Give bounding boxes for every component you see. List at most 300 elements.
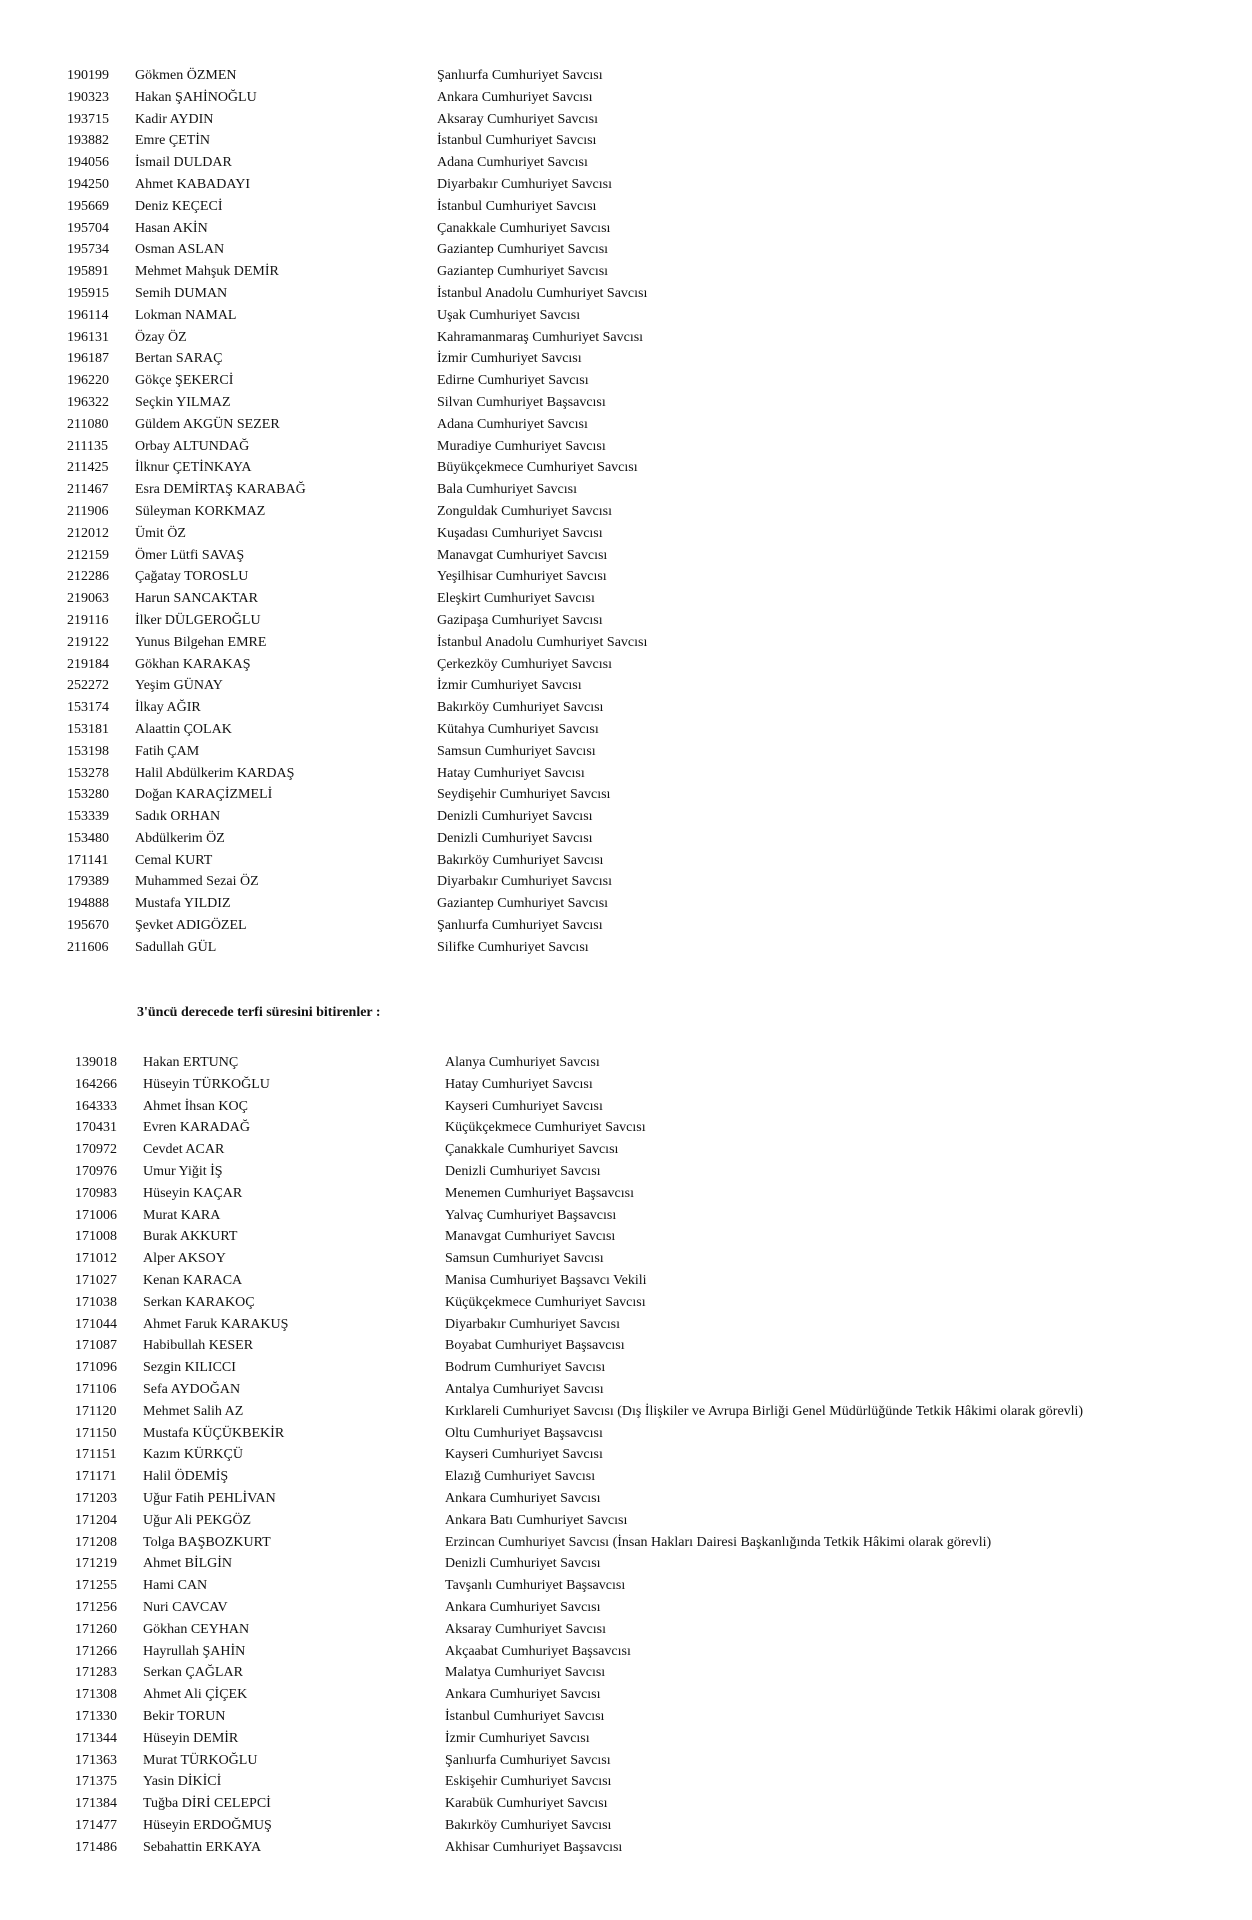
- personnel-id: 171384: [75, 1796, 117, 1812]
- list-item: [75, 1161, 1235, 1183]
- position-title: İstanbul Cumhuriyet Savcısı: [445, 1708, 605, 1724]
- person-name: İlker DÜLGEROĞLU: [135, 612, 261, 628]
- person-name: Doğan KARAÇİZMELİ: [135, 787, 273, 803]
- list-item: [75, 1423, 1235, 1445]
- person-name: Gökhan CEYHAN: [143, 1621, 250, 1637]
- position-title: Silifke Cumhuriyet Savcısı: [437, 939, 589, 955]
- position-title: Denizli Cumhuriyet Savcısı: [437, 830, 593, 846]
- position-title: Boyabat Cumhuriyet Başsavcısı: [445, 1338, 625, 1354]
- personnel-id: 153278: [67, 765, 109, 781]
- position-title: Diyarbakır Cumhuriyet Savcısı: [437, 874, 612, 890]
- list-item: [67, 501, 1227, 523]
- list-item: [67, 283, 1227, 305]
- personnel-id: 170983: [75, 1185, 117, 1201]
- position-title: Erzincan Cumhuriyet Savcısı (İnsan Hakları Dairesi Başkanlığında Tetkik Hâkimi olarak görevli): [445, 1534, 992, 1550]
- position-title: Hatay Cumhuriyet Savcısı: [445, 1076, 593, 1092]
- list-item: [67, 828, 1227, 850]
- personnel-id: 196131: [67, 329, 109, 345]
- position-title: İzmir Cumhuriyet Savcısı: [445, 1730, 590, 1746]
- position-title: Kütahya Cumhuriyet Savcısı: [437, 721, 599, 737]
- person-name: Ahmet BİLGİN: [143, 1556, 233, 1572]
- list-item: [75, 1117, 1235, 1139]
- position-title: Aksaray Cumhuriyet Savcısı: [445, 1621, 606, 1637]
- position-title: Kuşadası Cumhuriyet Savcısı: [437, 525, 603, 541]
- list-item: [67, 741, 1227, 763]
- personnel-id: 211906: [67, 503, 109, 519]
- personnel-id: 193715: [67, 111, 109, 127]
- person-name: Hüseyin DEMİR: [143, 1730, 239, 1746]
- list-item: [67, 654, 1227, 676]
- personnel-id: 171096: [75, 1360, 117, 1376]
- person-name: Mehmet Salih AZ: [143, 1403, 244, 1419]
- person-name: Bertan SARAÇ: [135, 351, 223, 367]
- person-name: Tuğba DİRİ CELEPCİ: [143, 1796, 271, 1812]
- list-item: [67, 414, 1227, 436]
- person-name: Umur Yiğit İŞ: [143, 1163, 223, 1179]
- person-name: Ümit ÖZ: [135, 525, 186, 541]
- list-item: [75, 1379, 1235, 1401]
- personnel-id: 171330: [75, 1708, 117, 1724]
- person-name: Uğur Ali PEKGÖZ: [143, 1512, 252, 1528]
- person-name: Ahmet KABADAYI: [135, 176, 250, 192]
- position-title: Aksaray Cumhuriyet Savcısı: [437, 111, 598, 127]
- list-item: [75, 1488, 1235, 1510]
- personnel-id: 171027: [75, 1272, 117, 1288]
- personnel-id: 170972: [75, 1142, 117, 1158]
- person-name: Mustafa KÜÇÜKBEKİR: [143, 1425, 285, 1441]
- list-item: [67, 675, 1227, 697]
- person-name: Lokman NAMAL: [135, 307, 237, 323]
- personnel-id: 171203: [75, 1490, 117, 1506]
- list-item: [75, 1357, 1235, 1379]
- position-title: Silvan Cumhuriyet Başsavcısı: [437, 394, 606, 410]
- personnel-id: 212012: [67, 525, 109, 541]
- position-title: Denizli Cumhuriyet Savcısı: [445, 1556, 601, 1572]
- person-name: Murat KARA: [143, 1207, 221, 1223]
- person-name: Muhammed Sezai ÖZ: [135, 874, 259, 890]
- position-title: Samsun Cumhuriyet Savcısı: [437, 743, 596, 759]
- personnel-id: 195670: [67, 918, 109, 934]
- personnel-id: 171141: [67, 852, 109, 868]
- person-name: Gökmen ÖZMEN: [135, 68, 237, 83]
- position-title: Ankara Cumhuriyet Savcısı: [445, 1490, 601, 1506]
- personnel-id: 171038: [75, 1294, 117, 1310]
- person-name: Mehmet Mahşuk DEMİR: [135, 264, 279, 280]
- person-name: Ömer Lütfi SAVAŞ: [135, 547, 245, 563]
- list-item: [75, 1771, 1235, 1793]
- person-name: Yunus Bilgehan EMRE: [135, 634, 267, 650]
- position-title: Kahramanmaraş Cumhuriyet Savcısı: [437, 329, 644, 345]
- position-title: Yeşilhisar Cumhuriyet Savcısı: [437, 569, 607, 585]
- list-item: [75, 1706, 1235, 1728]
- personnel-id: 219184: [67, 656, 109, 672]
- list-item: [75, 1183, 1235, 1205]
- position-title: Bakırköy Cumhuriyet Savcısı: [437, 700, 604, 716]
- personnel-id: 196220: [67, 373, 109, 389]
- list-item: [75, 1750, 1235, 1772]
- person-name: Alaattin ÇOLAK: [135, 721, 232, 737]
- list-item: [75, 1641, 1235, 1663]
- list-item: [67, 784, 1227, 806]
- position-title: Bakırköy Cumhuriyet Savcısı: [437, 852, 604, 868]
- position-title: Gaziantep Cumhuriyet Savcısı: [437, 264, 609, 280]
- person-name: Yasin DİKİCİ: [143, 1774, 222, 1790]
- person-name: Serkan ÇAĞLAR: [143, 1665, 243, 1681]
- personnel-id: 219122: [67, 634, 109, 650]
- list-item: [67, 545, 1227, 567]
- person-name: Fatih ÇAM: [135, 743, 200, 759]
- person-name: Halil Abdülkerim KARDAŞ: [135, 765, 295, 781]
- personnel-id: 195891: [67, 264, 109, 280]
- list-item: [67, 218, 1227, 240]
- personnel-id: 211080: [67, 416, 109, 432]
- person-name: Seçkin YILMAZ: [135, 394, 231, 410]
- list-item: [67, 261, 1227, 283]
- person-name: İsmail DULDAR: [135, 155, 232, 171]
- position-title: Uşak Cumhuriyet Savcısı: [437, 307, 581, 323]
- person-name: Murat TÜRKOĞLU: [143, 1752, 258, 1768]
- position-title: Çanakkale Cumhuriyet Savcısı: [437, 220, 611, 236]
- person-name: Burak AKKURT: [143, 1229, 238, 1245]
- position-title: Bakırköy Cumhuriyet Savcısı: [445, 1817, 612, 1833]
- personnel-id: 211425: [67, 460, 109, 476]
- position-title: Zonguldak Cumhuriyet Savcısı: [437, 503, 612, 519]
- person-name: Hayrullah ŞAHİN: [143, 1643, 246, 1659]
- personnel-id: 171087: [75, 1338, 117, 1354]
- person-name: Kadir AYDIN: [135, 111, 214, 127]
- person-name: Gökçe ŞEKERCİ: [135, 373, 234, 389]
- list-item: [75, 1314, 1235, 1336]
- personnel-id: 153339: [67, 809, 109, 825]
- person-name: Serkan KARAKOÇ: [143, 1294, 255, 1310]
- person-name: Cevdet ACAR: [143, 1142, 225, 1158]
- list-item: [75, 1052, 1235, 1074]
- position-title: İstanbul Cumhuriyet Savcısı: [437, 198, 597, 214]
- position-title: İstanbul Anadolu Cumhuriyet Savcısı: [437, 634, 648, 650]
- personnel-id: 171106: [75, 1381, 117, 1397]
- list-item: [67, 632, 1227, 654]
- position-title: Küçükçekmece Cumhuriyet Savcısı: [445, 1294, 646, 1310]
- list-item: [67, 152, 1227, 174]
- list-item: [67, 327, 1227, 349]
- position-title: Hatay Cumhuriyet Savcısı: [437, 765, 585, 781]
- list-item: [67, 174, 1227, 196]
- position-title: Küçükçekmece Cumhuriyet Savcısı: [445, 1120, 646, 1136]
- personnel-id: 153198: [67, 743, 109, 759]
- personnel-id: 171219: [75, 1556, 117, 1572]
- personnel-id: 195704: [67, 220, 109, 236]
- person-name: Ahmet İhsan KOÇ: [143, 1098, 248, 1114]
- list-item: [75, 1444, 1235, 1466]
- list-item: [75, 1815, 1235, 1837]
- position-title: Akçaabat Cumhuriyet Başsavcısı: [445, 1643, 631, 1659]
- personnel-id: 171006: [75, 1207, 117, 1223]
- personnel-id: 196114: [67, 307, 109, 323]
- personnel-id: 195734: [67, 242, 109, 258]
- list-item: [75, 1074, 1235, 1096]
- person-name: Habibullah KESER: [143, 1338, 254, 1354]
- person-name: Süleyman KORKMAZ: [135, 503, 266, 519]
- person-name: Ahmet Ali ÇİÇEK: [143, 1687, 248, 1703]
- personnel-id: 171283: [75, 1665, 117, 1681]
- personnel-id: 153174: [67, 700, 109, 716]
- list-item: [75, 1575, 1235, 1597]
- personnel-id: 171255: [75, 1578, 117, 1594]
- position-title: Antalya Cumhuriyet Savcısı: [445, 1381, 604, 1397]
- position-title: Manisa Cumhuriyet Başsavcı Vekili: [445, 1272, 647, 1288]
- personnel-id: 219063: [67, 591, 109, 607]
- personnel-id: 194250: [67, 176, 109, 192]
- personnel-id: 194888: [67, 896, 109, 912]
- personnel-id: 211606: [67, 939, 109, 955]
- person-name: Şevket ADIGÖZEL: [135, 918, 247, 934]
- list-item: [67, 305, 1227, 327]
- list-item: [67, 588, 1227, 610]
- position-title: Ankara Cumhuriyet Savcısı: [445, 1687, 601, 1703]
- list-item: [75, 1662, 1235, 1684]
- position-title: Ankara Cumhuriyet Savcısı: [437, 89, 593, 105]
- list-item: [75, 1248, 1235, 1270]
- person-name: Hami CAN: [143, 1578, 208, 1594]
- personnel-id: 190199: [67, 68, 109, 83]
- person-name: İlknur ÇETİNKAYA: [135, 460, 252, 476]
- personnel-id: 171363: [75, 1752, 117, 1768]
- position-title: İstanbul Anadolu Cumhuriyet Savcısı: [437, 285, 648, 301]
- position-title: İstanbul Cumhuriyet Savcısı: [437, 133, 597, 149]
- person-name: Yeşim GÜNAY: [135, 678, 223, 694]
- list-item: [67, 763, 1227, 785]
- position-title: Şanlıurfa Cumhuriyet Savcısı: [437, 918, 603, 934]
- personnel-id: 171044: [75, 1316, 117, 1332]
- prosecutor-list-1: [67, 65, 1227, 959]
- personnel-id: 179389: [67, 874, 109, 890]
- list-item: [67, 937, 1227, 959]
- person-name: Hakan ŞAHİNOĞLU: [135, 89, 257, 105]
- list-item: [75, 1292, 1235, 1314]
- person-name: Deniz KEÇECİ: [135, 198, 223, 214]
- personnel-id: 139018: [75, 1055, 117, 1070]
- list-item: [75, 1532, 1235, 1554]
- list-item: [67, 697, 1227, 719]
- position-title: Çanakkale Cumhuriyet Savcısı: [445, 1142, 619, 1158]
- list-item: [75, 1837, 1235, 1859]
- person-name: Evren KARADAĞ: [143, 1120, 250, 1136]
- personnel-id: 164266: [75, 1076, 117, 1092]
- person-name: Esra DEMİRTAŞ KARABAĞ: [135, 482, 306, 498]
- personnel-id: 171208: [75, 1534, 117, 1550]
- list-item: [75, 1466, 1235, 1488]
- position-title: Kayseri Cumhuriyet Savcısı: [445, 1447, 603, 1463]
- position-title: Gaziantep Cumhuriyet Savcısı: [437, 896, 609, 912]
- personnel-id: 171375: [75, 1774, 117, 1790]
- personnel-id: 171204: [75, 1512, 117, 1528]
- list-item: [67, 523, 1227, 545]
- list-item: [67, 610, 1227, 632]
- list-item: [67, 436, 1227, 458]
- person-name: Sebahattin ERKAYA: [143, 1839, 262, 1855]
- section-heading-3rd-degree: 3'üncü derecede terfi süresini bitirenler :: [137, 1005, 381, 1020]
- list-item: [75, 1619, 1235, 1641]
- list-item: [67, 850, 1227, 872]
- person-name: Sefa AYDOĞAN: [143, 1381, 241, 1397]
- list-item: [67, 719, 1227, 741]
- position-title: Ankara Batı Cumhuriyet Savcısı: [445, 1512, 628, 1528]
- person-name: Gökhan KARAKAŞ: [135, 656, 251, 672]
- list-item: [75, 1226, 1235, 1248]
- person-name: Orbay ALTUNDAĞ: [135, 438, 250, 454]
- personnel-id: 153480: [67, 830, 109, 846]
- person-name: Alper AKSOY: [143, 1251, 226, 1267]
- position-title: Karabük Cumhuriyet Savcısı: [445, 1796, 608, 1812]
- list-item: [67, 130, 1227, 152]
- personnel-id: 164333: [75, 1098, 117, 1114]
- list-item: [75, 1270, 1235, 1292]
- person-name: Harun SANCAKTAR: [135, 591, 258, 607]
- list-item: [75, 1597, 1235, 1619]
- person-name: Kenan KARACA: [143, 1272, 243, 1288]
- list-item: [67, 479, 1227, 501]
- personnel-id: 211135: [67, 438, 108, 454]
- position-title: Eskişehir Cumhuriyet Savcısı: [445, 1774, 612, 1790]
- position-title: Eleşkirt Cumhuriyet Savcısı: [437, 591, 595, 607]
- person-name: Sadullah GÜL: [135, 939, 217, 955]
- position-title: Menemen Cumhuriyet Başsavcısı: [445, 1185, 634, 1201]
- person-name: Cemal KURT: [135, 852, 213, 868]
- position-title: Kayseri Cumhuriyet Savcısı: [445, 1098, 603, 1114]
- position-title: Bodrum Cumhuriyet Savcısı: [445, 1360, 606, 1376]
- position-title: Adana Cumhuriyet Savcısı: [437, 155, 588, 171]
- person-name: Hüseyin ERDOĞMUŞ: [143, 1817, 272, 1833]
- prosecutor-list-2: [75, 1052, 1235, 1858]
- person-name: Hasan AKİN: [135, 220, 208, 236]
- person-name: Hüseyin TÜRKOĞLU: [143, 1076, 270, 1092]
- position-title: Büyükçekmece Cumhuriyet Savcısı: [437, 460, 638, 476]
- personnel-id: 171171: [75, 1469, 117, 1485]
- position-title: Akhisar Cumhuriyet Başsavcısı: [445, 1839, 623, 1855]
- personnel-id: 190323: [67, 89, 109, 105]
- person-name: Hüseyin KAÇAR: [143, 1185, 243, 1201]
- person-name: Abdülkerim ÖZ: [135, 830, 225, 846]
- list-item: [67, 566, 1227, 588]
- person-name: Güldem AKGÜN SEZER: [135, 416, 280, 432]
- personnel-id: 196187: [67, 351, 109, 367]
- person-name: Halil ÖDEMİŞ: [143, 1469, 229, 1485]
- person-name: Ahmet Faruk KARAKUŞ: [143, 1316, 289, 1332]
- position-title: Malatya Cumhuriyet Savcısı: [445, 1665, 606, 1681]
- position-title: Çerkezköy Cumhuriyet Savcısı: [437, 656, 612, 672]
- position-title: Elazığ Cumhuriyet Savcısı: [445, 1469, 596, 1485]
- personnel-id: 170431: [75, 1120, 117, 1136]
- person-name: Sezgin KILICCI: [143, 1360, 236, 1376]
- list-item: [75, 1684, 1235, 1706]
- list-item: [67, 239, 1227, 261]
- person-name: Bekir TORUN: [143, 1708, 226, 1724]
- personnel-id: 252272: [67, 678, 109, 694]
- personnel-id: 195915: [67, 285, 109, 301]
- list-item: [75, 1793, 1235, 1815]
- person-name: Mustafa YILDIZ: [135, 896, 231, 912]
- person-name: Hakan ERTUNÇ: [143, 1055, 239, 1070]
- position-title: Diyarbakır Cumhuriyet Savcısı: [437, 176, 612, 192]
- person-name: Nuri CAVCAV: [143, 1599, 228, 1615]
- personnel-id: 171008: [75, 1229, 117, 1245]
- person-name: Emre ÇETİN: [135, 133, 211, 149]
- personnel-id: 171308: [75, 1687, 117, 1703]
- position-title: İzmir Cumhuriyet Savcısı: [437, 678, 582, 694]
- position-title: Tavşanlı Cumhuriyet Başsavcısı: [445, 1578, 626, 1594]
- list-item: [67, 109, 1227, 131]
- personnel-id: 171477: [75, 1817, 117, 1833]
- list-item: [75, 1510, 1235, 1532]
- person-name: Osman ASLAN: [135, 242, 225, 258]
- position-title: Edirne Cumhuriyet Savcısı: [437, 373, 589, 389]
- position-title: Seydişehir Cumhuriyet Savcısı: [437, 787, 611, 803]
- list-item: [67, 457, 1227, 479]
- personnel-id: 171260: [75, 1621, 117, 1637]
- list-item: [67, 806, 1227, 828]
- position-title: Şanlıurfa Cumhuriyet Savcısı: [445, 1752, 611, 1768]
- position-title: Şanlıurfa Cumhuriyet Savcısı: [437, 68, 603, 83]
- position-title: Diyarbakır Cumhuriyet Savcısı: [445, 1316, 620, 1332]
- list-item: [67, 348, 1227, 370]
- list-item: [75, 1401, 1235, 1423]
- personnel-id: 171150: [75, 1425, 117, 1441]
- position-title: Denizli Cumhuriyet Savcısı: [445, 1163, 601, 1179]
- personnel-id: 195669: [67, 198, 109, 214]
- personnel-id: 196322: [67, 394, 109, 410]
- list-item: [67, 915, 1227, 937]
- personnel-id: 171266: [75, 1643, 117, 1659]
- personnel-id: 193882: [67, 133, 109, 149]
- personnel-id: 171344: [75, 1730, 117, 1746]
- personnel-id: 153280: [67, 787, 109, 803]
- position-title: Samsun Cumhuriyet Savcısı: [445, 1251, 604, 1267]
- position-title: Bala Cumhuriyet Savcısı: [437, 482, 577, 498]
- personnel-id: 171256: [75, 1599, 117, 1615]
- list-item: [67, 871, 1227, 893]
- position-title: Manavgat Cumhuriyet Savcısı: [445, 1229, 616, 1245]
- person-name: Kazım KÜRKÇÜ: [143, 1447, 243, 1463]
- position-title: İzmir Cumhuriyet Savcısı: [437, 351, 582, 367]
- list-item: [67, 65, 1227, 87]
- personnel-id: 171486: [75, 1839, 117, 1855]
- person-name: Semih DUMAN: [135, 285, 228, 301]
- position-title: Oltu Cumhuriyet Başsavcısı: [445, 1425, 603, 1441]
- list-item: [75, 1728, 1235, 1750]
- personnel-id: 212159: [67, 547, 109, 563]
- personnel-id: 211467: [67, 482, 109, 498]
- person-name: İlkay AĞIR: [135, 700, 201, 716]
- personnel-id: 170976: [75, 1163, 117, 1179]
- position-title: Adana Cumhuriyet Savcısı: [437, 416, 588, 432]
- list-item: [67, 893, 1227, 915]
- position-title: Ankara Cumhuriyet Savcısı: [445, 1599, 601, 1615]
- list-item: [75, 1096, 1235, 1118]
- position-title: Kırklareli Cumhuriyet Savcısı (Dış İlişkiler ve Avrupa Birliği Genel Müdürlüğünde Tetkik Hâkimi olarak görevli): [445, 1403, 1084, 1419]
- person-name: Uğur Fatih PEHLİVAN: [143, 1490, 276, 1506]
- list-item: [75, 1205, 1235, 1227]
- person-name: Özay ÖZ: [135, 329, 187, 345]
- personnel-id: 212286: [67, 569, 109, 585]
- position-title: Gaziantep Cumhuriyet Savcısı: [437, 242, 609, 258]
- personnel-id: 171120: [75, 1403, 117, 1419]
- personnel-id: 171012: [75, 1251, 117, 1267]
- personnel-id: 153181: [67, 721, 109, 737]
- personnel-id: 171151: [75, 1447, 117, 1463]
- position-title: Yalvaç Cumhuriyet Başsavcısı: [445, 1207, 617, 1223]
- position-title: Muradiye Cumhuriyet Savcısı: [437, 438, 606, 454]
- list-item: [75, 1139, 1235, 1161]
